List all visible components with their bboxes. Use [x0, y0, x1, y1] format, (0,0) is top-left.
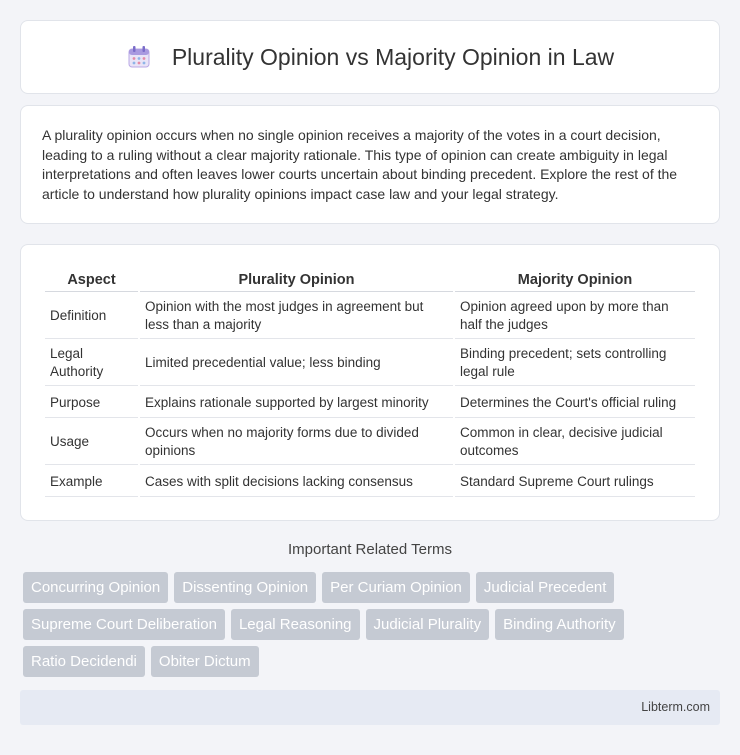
- row-plurality: Explains rationale supported by largest minority: [140, 388, 453, 418]
- header-aspect: Aspect: [45, 267, 138, 292]
- header-majority: Majority Opinion: [455, 267, 695, 292]
- term-tag[interactable]: Judicial Precedent: [476, 572, 615, 603]
- row-aspect: Example: [45, 467, 138, 497]
- row-majority: Opinion agreed upon by more than half the judges: [455, 294, 695, 339]
- calendar-icon: [126, 44, 152, 70]
- row-plurality: Opinion with the most judges in agreement but less than a majority: [140, 294, 453, 339]
- table-header-row: [45, 267, 695, 292]
- term-tag[interactable]: Judicial Plurality: [366, 609, 490, 640]
- table-row: [45, 388, 695, 418]
- intro-card: [20, 105, 720, 224]
- comparison-table: [43, 265, 697, 499]
- term-tag[interactable]: Ratio Decidendi: [23, 646, 145, 677]
- page-title: Plurality Opinion vs Majority Opinion in Law: [171, 43, 615, 70]
- row-aspect: Purpose: [45, 388, 138, 418]
- table-row: [45, 420, 695, 465]
- related-terms: [23, 572, 723, 683]
- intro-text: A plurality opinion occurs when no single opinion receives a majority of the votes in a court decision, leading to a ruling without a clear majority rationale. This type of opinion can create ambiguity in legal interpretations and often leaves lower courts uncertain about binding precedent. Explore the rest of the article to understand how plurality opinions impact case law and your legal strategy.: [42, 127, 678, 202]
- row-majority: Binding precedent; sets controlling legal rule: [455, 341, 695, 386]
- term-tag[interactable]: Per Curiam Opinion: [322, 572, 470, 603]
- row-aspect: Usage: [45, 420, 138, 465]
- term-tag[interactable]: Legal Reasoning: [231, 609, 360, 640]
- row-plurality: Cases with split decisions lacking consensus: [140, 467, 453, 497]
- table-row: [45, 467, 695, 497]
- row-plurality: Occurs when no majority forms due to divided opinions: [140, 420, 453, 465]
- related-terms-row: [23, 609, 723, 640]
- row-aspect: Definition: [45, 294, 138, 339]
- row-majority: Standard Supreme Court rulings: [455, 467, 695, 497]
- row-majority: Common in clear, decisive judicial outcomes: [455, 420, 695, 465]
- row-aspect: Legal Authority: [45, 341, 138, 386]
- related-terms-row: [23, 572, 723, 603]
- table-row: [45, 341, 695, 386]
- row-majority: Determines the Court's official ruling: [455, 388, 695, 418]
- related-terms-heading: Important Related Terms: [288, 541, 452, 558]
- footer: [20, 690, 720, 725]
- comparison-table-card: [20, 244, 720, 521]
- related-terms-row: [23, 646, 723, 677]
- table-row: [45, 294, 695, 339]
- row-plurality: Limited precedential value; less binding: [140, 341, 453, 386]
- title-card: [20, 20, 720, 94]
- footer-site[interactable]: Libterm.com: [641, 700, 710, 714]
- term-tag[interactable]: Obiter Dictum: [151, 646, 259, 677]
- term-tag[interactable]: Concurring Opinion: [23, 572, 168, 603]
- term-tag[interactable]: Supreme Court Deliberation: [23, 609, 225, 640]
- term-tag[interactable]: Binding Authority: [495, 609, 624, 640]
- header-plurality: Plurality Opinion: [140, 267, 453, 292]
- term-tag[interactable]: Dissenting Opinion: [174, 572, 316, 603]
